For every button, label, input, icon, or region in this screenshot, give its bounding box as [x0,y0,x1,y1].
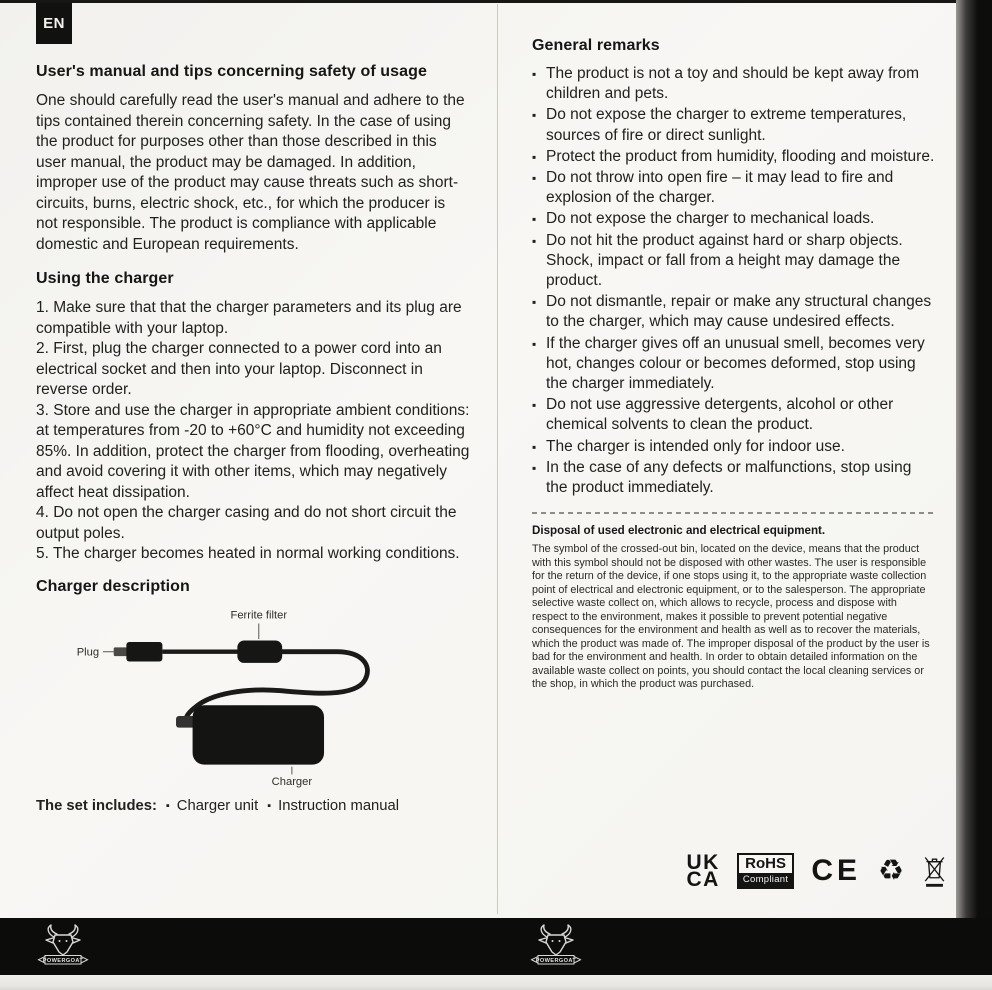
rohs-subtitle: Compliant [739,873,792,887]
plug-label: Plug [76,646,100,659]
using-step: 3. Store and use the charger in appropriate ambient conditions: at temperatures from -20 to +60°C and humidity not exceeding 85%. In addition, protect the charger from flooding, overheating and avoid covering it with other items, which may negatively affect heat dissipation. [36,401,470,501]
scan-right-edge [956,0,992,920]
powergoat-logo [36,924,90,970]
description-heading: Charger description [36,577,190,595]
remark-item: ▪ Do not dismantle, repair or make any structural changes to the charger, which may cause undesired effects. [532,292,936,332]
charger-label: Charger [271,775,313,788]
remark-item: ▪ Do not hit the product against hard or sharp objects. Shock, impact or fall from a height may damage the product. [532,231,936,292]
square-bullet-icon [258,798,278,814]
remark-item: ▪ Do not throw into open fire – it may lead to fire and explosion of the charger. [532,168,936,208]
ukca-line2: CA [686,868,720,891]
powergoat-logo [529,924,583,970]
using-step: 5. The charger becomes heated in normal working conditions. [36,545,460,562]
ukca-mark [686,850,720,891]
plug-body [126,642,162,661]
goat-ear-right [73,938,80,943]
charger-body [193,705,324,764]
goat-head [53,935,73,955]
weee-bin-icon [921,853,948,889]
safety-paragraph: One should carefully read the user's manual and adhere to the tips contained therein concerning safety. In the case of using the product for purposes other than those described in this user manual, the product may be damaged. In addition, improper use of the product may cause threats such as short-circuits, burns, electric shock, etc., for which the producer is not responsible. The product is compliance with applicable domestic and European requirements. [36,92,465,253]
using-heading: Using the charger [36,270,174,287]
set-item: Instruction manual [278,797,400,814]
remark-item: ▪ Protect the product from humidity, flooding and moisture. [532,147,936,167]
remark-item: ▪ If the charger gives off an unusual smell, becomes very hot, changes colour or becomes deformed, stop using the charger immediately. [532,334,936,395]
brand-name: POWERGOAT [535,958,577,964]
footer-band [0,918,992,975]
dashed-divider [532,512,936,514]
disposal-paragraph: The symbol of the crossed-out bin, located on the device, means that the product with this symbol should not be disposed with other wastes. The user is responsible for the return of the device, if one stops using it, to the appropriate waste collection point of electrical and electronic equipment, or to the salesperson. The appropriate selective waste collect on, which allows to recycle, process and dispose with respect to the environment, makes it possible to prevent potential negative consequences for the environment and health as well as to recover the materials, which the product was made of. The improper disposal of the product by the user is bad for the environment and health. In order to obtain detailed information on the available waste collect on points, you should contact the local cleaning services or the shop, in which the product was purchased. [532,543,930,691]
compliance-marks [532,845,948,897]
using-step: 2. First, plug the charger connected to a power cord into an electrical socket and then into your laptop. Disconnect in reverse order. [36,340,442,398]
safety-heading: User's manual and tips concerning safety of usage [36,63,428,80]
ukca-line1: UK [686,850,720,874]
general-remarks-heading: General remarks [532,37,660,54]
general-remarks-list [532,64,936,498]
remark-item: ▪ Do not use aggressive detergents, alcohol or other chemical solvents to clean the product. [532,395,936,435]
remark-item: ▪ In the case of any defects or malfunctions, stop using the product immediately. [532,458,936,498]
remark-item: ▪ Do not expose the charger to mechanical loads. [532,209,936,229]
using-step: 4. Do not open the charger casing and do not short circuit the output poles. [36,504,457,542]
right-column [532,36,936,692]
column-divider [497,4,498,914]
ferrite-filter-label: Ferrite filter [230,609,288,622]
remark-item: ▪ The product is not a toy and should be kept away from children and pets. [532,64,936,104]
using-steps [36,298,470,565]
set-includes-label: The set includes: [36,797,157,814]
plug-tip [114,647,128,656]
square-bullet-icon [157,798,177,814]
disposal-heading: Disposal of used electronic and electrical equipment. [532,524,826,538]
charger-diagram [46,605,456,790]
ce-mark: CE [811,854,861,887]
rohs-mark [737,853,794,889]
ferrite-bead [237,640,282,662]
using-step: 1. Make sure that that the charger parameters and its plug are compatible with your laptop. [36,299,462,337]
remark-item: ▪ The charger is intended only for indoor use. [532,437,936,457]
scan-top-edge [0,0,992,3]
set-includes-line [36,798,470,814]
recycle-icon: ♻ [878,854,904,887]
rohs-title: RoHS [745,855,786,872]
goat-ear-left [46,938,53,943]
set-item: Charger unit [176,797,259,814]
scan-bottom-edge [0,975,992,990]
remark-item: ▪ Do not expose the charger to extreme temperatures, sources of fire or direct sunlight. [532,105,936,145]
left-column [36,62,470,814]
brand-name: POWERGOAT [42,958,84,964]
language-badge: EN [36,3,72,44]
